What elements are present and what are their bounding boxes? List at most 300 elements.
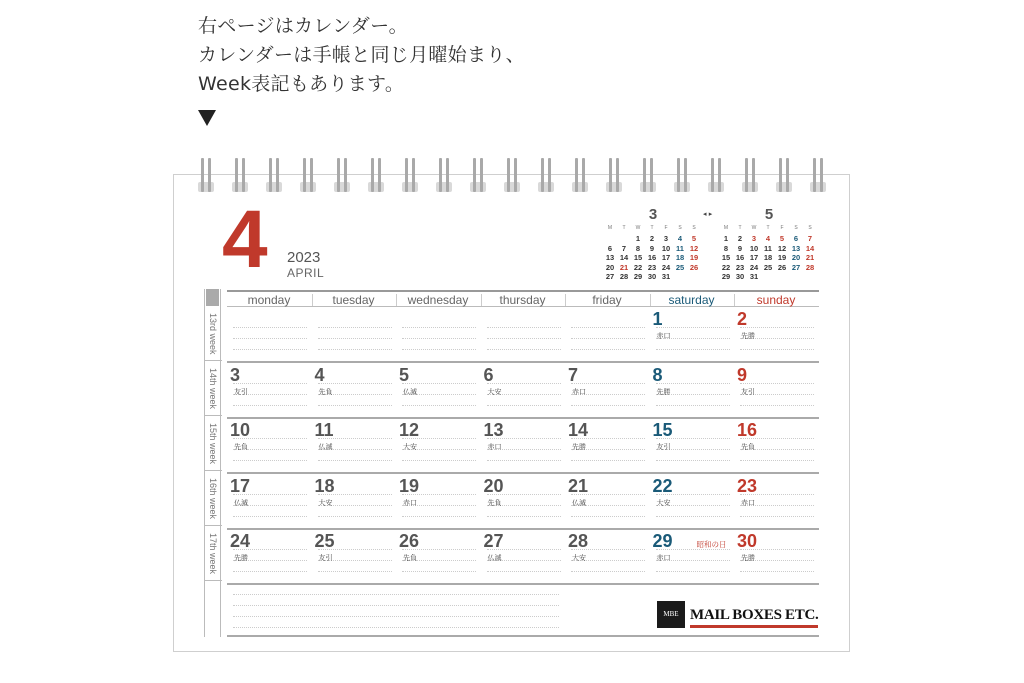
mini-day: 30 — [735, 272, 745, 281]
rokuyo-label: 先負 — [403, 554, 417, 562]
mini-day: 24 — [661, 262, 671, 272]
writing-line — [318, 383, 392, 384]
writing-line — [233, 327, 307, 328]
week-row — [227, 474, 819, 530]
day-cell[interactable] — [650, 363, 734, 417]
day-number: 14 — [568, 420, 589, 440]
mini-day: 21 — [805, 253, 815, 262]
day-cell[interactable] — [227, 418, 311, 472]
rokuyo-label: 仏滅 — [487, 554, 502, 562]
day-number: 12 — [399, 420, 420, 440]
day-cell[interactable] — [734, 529, 818, 583]
mini-day: 15 — [721, 253, 731, 262]
mini-day: 19 — [777, 253, 787, 262]
day-cell[interactable] — [734, 418, 818, 472]
rokuyo-label: 赤口 — [487, 443, 502, 451]
day-number: 21 — [568, 475, 589, 496]
week-label-text: 13rd week — [208, 313, 218, 355]
day-cell[interactable] — [734, 307, 818, 361]
mini-day: 16 — [647, 253, 657, 262]
spiral-ring — [675, 158, 689, 198]
mini-day: 14 — [619, 253, 629, 262]
writing-line — [487, 383, 561, 384]
day-cell[interactable] — [396, 307, 480, 361]
mini-day: 31 — [661, 272, 671, 281]
mini-weekday-label: W — [751, 225, 757, 231]
mini-day: 6 — [607, 243, 613, 253]
day-cell[interactable] — [650, 529, 734, 583]
rokuyo-label: 赤口 — [572, 387, 586, 396]
mini-day: 8 — [723, 243, 729, 253]
rokuyo-label: 仏滅 — [403, 387, 417, 396]
week-label-text: 15th week — [208, 423, 218, 465]
day-cell[interactable] — [734, 363, 818, 417]
ring-wire — [643, 158, 646, 192]
writing-line — [233, 571, 307, 572]
rokuyo-label: 赤口 — [656, 332, 671, 340]
writing-line — [740, 405, 814, 406]
mini-day: 1 — [635, 234, 641, 243]
mini-nav-arrows: ◂ ▸ — [703, 210, 713, 218]
day-number: 11 — [314, 420, 334, 440]
mini-month-number: 5 — [764, 206, 774, 223]
writing-line — [740, 571, 814, 572]
rokuyo-label: 先負 — [487, 498, 502, 507]
mini-day: 11 — [764, 243, 772, 253]
day-cell[interactable] — [227, 363, 311, 417]
writing-line — [571, 460, 645, 461]
day-cell[interactable] — [565, 307, 649, 361]
mini-day: 2 — [737, 234, 743, 243]
spiral-ring — [607, 158, 621, 198]
writing-line — [487, 338, 561, 339]
spiral-ring — [335, 158, 349, 198]
mini-weekday-label: T — [738, 225, 742, 231]
day-cell[interactable] — [312, 418, 396, 472]
ring-wire — [514, 158, 517, 192]
mini-day: 9 — [649, 243, 655, 253]
ring-wire — [711, 158, 714, 192]
spiral-ring — [199, 158, 213, 198]
rokuyo-label: 先勝 — [656, 387, 671, 396]
mini-week-row — [603, 272, 703, 282]
day-cell[interactable] — [481, 529, 565, 583]
mini-day: 4 — [765, 234, 771, 243]
ring-wire — [242, 158, 245, 192]
day-cell[interactable] — [481, 363, 565, 417]
mini-day: 5 — [691, 234, 697, 243]
day-cell[interactable] — [312, 363, 396, 417]
ring-wire — [820, 158, 823, 192]
writing-line — [656, 327, 730, 328]
mini-day: 29 — [633, 272, 643, 281]
day-cell[interactable] — [227, 529, 311, 583]
writing-line — [487, 327, 561, 328]
caption-line-3: Week表記もあります。 — [198, 73, 405, 95]
ring-wire — [813, 158, 816, 192]
rokuyo-label: 仏滅 — [318, 443, 333, 451]
ring-wire — [548, 158, 551, 192]
mini-day: 14 — [805, 243, 815, 253]
mini-weekday-label: W — [635, 225, 641, 231]
rokuyo-label: 大安 — [656, 498, 671, 507]
mini-day: 27 — [791, 262, 801, 272]
writing-line — [487, 571, 561, 572]
day-number: 16 — [737, 420, 758, 440]
day-number: 25 — [314, 531, 335, 551]
writing-line — [740, 349, 814, 350]
day-cell[interactable] — [312, 307, 396, 361]
week-row — [227, 363, 819, 419]
notes-line — [233, 627, 559, 628]
spiral-ring — [743, 158, 757, 198]
mini-day: 30 — [647, 272, 657, 281]
day-cell[interactable] — [312, 474, 396, 528]
day-number: 15 — [652, 420, 673, 440]
rokuyo-label: 大安 — [403, 443, 417, 451]
mini-day: 10 — [749, 243, 759, 253]
notes-line — [233, 594, 559, 595]
day-cell[interactable] — [312, 529, 396, 583]
writing-line — [233, 460, 307, 461]
writing-line — [233, 349, 307, 350]
rokuyo-label: 大安 — [487, 387, 502, 396]
day-number: 18 — [314, 475, 335, 496]
rokuyo-label: 仏滅 — [234, 498, 248, 507]
writing-line — [402, 405, 476, 406]
writing-line — [487, 405, 561, 406]
mini-day: 26 — [689, 262, 699, 272]
mini-month-number: 3 — [648, 206, 658, 223]
mini-day: 12 — [689, 243, 699, 253]
ring-wire — [405, 158, 408, 192]
mini-day: 7 — [807, 234, 813, 243]
writing-line — [318, 349, 392, 350]
spiral-ring — [301, 158, 315, 198]
day-number: 26 — [399, 531, 420, 551]
day-cell[interactable] — [650, 474, 734, 528]
writing-line — [402, 327, 476, 328]
ring-wire — [310, 158, 313, 192]
mini-weekday-label: M — [723, 225, 729, 231]
mini-weekday-label: S — [678, 225, 682, 231]
year-label: 2023 — [287, 249, 321, 266]
ring-wire — [303, 158, 306, 192]
spiral-ring — [369, 158, 383, 198]
day-cell[interactable] — [565, 418, 649, 472]
ring-wire — [582, 158, 585, 192]
week-row — [227, 307, 819, 363]
mini-day: 11 — [676, 243, 684, 253]
ring-wire — [718, 158, 721, 192]
spiral-ring — [709, 158, 723, 198]
mini-day: 27 — [605, 272, 615, 281]
writing-line — [402, 460, 476, 461]
week-label — [205, 472, 222, 526]
notes-line — [233, 616, 559, 617]
day-name-separator — [565, 294, 566, 306]
day-number: 6 — [483, 364, 494, 385]
ring-wire — [337, 158, 340, 192]
spiral-ring — [403, 158, 417, 198]
writing-line — [740, 327, 814, 328]
week-label — [205, 362, 222, 416]
day-number: 29 — [652, 531, 673, 551]
ring-wire — [616, 158, 619, 192]
day-name-separator — [650, 294, 651, 306]
ring-wire — [786, 158, 789, 192]
writing-line — [233, 338, 307, 339]
day-cell[interactable] — [650, 307, 734, 361]
day-number: 7 — [568, 364, 579, 385]
mini-day: 20 — [605, 262, 615, 272]
month-number: 4 — [222, 194, 268, 285]
writing-line — [318, 571, 392, 572]
day-cell[interactable] — [227, 307, 311, 361]
mini-day: 26 — [777, 262, 787, 272]
mini-day: 18 — [675, 253, 685, 262]
writing-line — [318, 338, 392, 339]
mini-day: 17 — [661, 253, 671, 262]
day-cell[interactable] — [565, 529, 649, 583]
notes-line — [233, 605, 559, 606]
ring-wire — [201, 158, 204, 192]
day-name-sunday: sunday — [756, 293, 796, 307]
writing-line — [656, 383, 730, 384]
holiday-name: 昭和の日 — [696, 540, 727, 549]
mini-day: 5 — [779, 234, 785, 243]
day-cell[interactable] — [396, 529, 480, 583]
week-label-text: 16th week — [208, 478, 218, 520]
ring-wire — [752, 158, 755, 192]
writing-line — [487, 516, 561, 517]
week-label — [205, 307, 222, 361]
mini-week-row — [603, 263, 703, 273]
rokuyo-label: 先勝 — [741, 332, 755, 340]
weekday-header — [227, 290, 819, 307]
week-row — [227, 529, 819, 585]
day-number: 28 — [568, 531, 589, 551]
rokuyo-label: 赤口 — [741, 498, 755, 507]
mini-day: 28 — [619, 272, 629, 281]
day-name-separator — [396, 294, 397, 306]
day-cell[interactable] — [227, 474, 311, 528]
day-cell[interactable] — [565, 474, 649, 528]
mini-day: 16 — [735, 253, 745, 262]
mini-weekday-label: T — [622, 225, 626, 231]
mini-day: 4 — [677, 234, 683, 243]
spiral-ring — [233, 158, 247, 198]
logo-text: MAIL BOXES ETC. — [690, 607, 819, 623]
writing-line — [233, 405, 307, 406]
ring-wire — [371, 158, 374, 192]
day-cell[interactable] — [650, 418, 734, 472]
mini-day: 7 — [621, 243, 627, 253]
rokuyo-label: 先負 — [741, 443, 755, 451]
mini-week-row — [719, 272, 819, 282]
day-number: 13 — [483, 420, 504, 440]
week-sidebar — [204, 289, 221, 637]
mini-week-row — [719, 253, 819, 263]
mini-day: 25 — [675, 262, 685, 272]
day-name-tuesday: tuesday — [332, 293, 375, 307]
spiral-ring — [471, 158, 485, 198]
mini-day: 3 — [751, 234, 757, 243]
mini-weekday-label: F — [664, 225, 668, 231]
mini-weekday-label: T — [766, 225, 770, 231]
caption-line-1: 右ページはカレンダー。 — [198, 15, 408, 37]
mini-day: 15 — [633, 253, 643, 262]
spiral-ring — [641, 158, 655, 198]
mini-day: 8 — [635, 243, 641, 253]
week-label — [205, 527, 222, 581]
mini-day: 13 — [605, 253, 615, 262]
day-name-thursday: thursday — [499, 293, 546, 307]
rokuyo-label: 大安 — [572, 554, 586, 562]
ring-wire — [446, 158, 449, 192]
day-cell[interactable] — [734, 474, 818, 528]
day-cell[interactable] — [481, 474, 565, 528]
ring-wire — [473, 158, 476, 192]
day-number: 1 — [652, 309, 663, 329]
day-name-wednesday: wednesday — [407, 293, 469, 307]
writing-line — [233, 383, 307, 384]
mini-day: 23 — [647, 262, 657, 272]
day-number: 5 — [399, 364, 410, 385]
rokuyo-label: 赤口 — [656, 554, 671, 562]
rokuyo-label: 先負 — [234, 443, 248, 451]
writing-line — [740, 383, 814, 384]
writing-line — [571, 405, 645, 406]
day-name-separator — [312, 294, 313, 306]
mini-week-row — [719, 234, 819, 244]
spiral-ring — [267, 158, 281, 198]
rokuyo-label: 友引 — [318, 554, 333, 562]
mini-day: 19 — [689, 253, 699, 262]
caption — [198, 12, 525, 99]
mini-weekday-label: S — [808, 225, 812, 231]
mini-day: 25 — [763, 262, 773, 272]
mini-week-row — [719, 263, 819, 273]
writing-line — [740, 460, 814, 461]
writing-line — [487, 460, 561, 461]
writing-line — [656, 516, 730, 517]
mini-day: 10 — [661, 243, 671, 253]
writing-line — [571, 338, 645, 339]
day-number: 2 — [737, 309, 748, 329]
mini-weekday-label: M — [607, 225, 613, 231]
day-name-friday: friday — [592, 293, 622, 307]
week-label-text: 17th week — [208, 533, 218, 575]
ring-wire — [650, 158, 653, 192]
day-name-separator — [481, 294, 482, 306]
mini-day: 12 — [777, 243, 787, 253]
day-cell[interactable] — [396, 363, 480, 417]
writing-line — [740, 516, 814, 517]
mini-day: 22 — [633, 262, 643, 272]
ring-wire — [684, 158, 687, 192]
ring-wire — [507, 158, 510, 192]
writing-line — [656, 405, 730, 406]
mini-week-row — [719, 244, 819, 254]
mini-day: 29 — [721, 272, 731, 281]
mini-day: 6 — [793, 234, 799, 243]
ring-wire — [480, 158, 483, 192]
writing-line — [402, 383, 476, 384]
rokuyo-label: 仏滅 — [572, 498, 586, 507]
spiral-ring — [539, 158, 553, 198]
day-cell[interactable] — [481, 307, 565, 361]
ring-wire — [378, 158, 381, 192]
mini-weekday-label: F — [780, 225, 784, 231]
mini-day: 21 — [619, 262, 629, 272]
ring-wire — [235, 158, 238, 192]
mini-day: 20 — [791, 253, 801, 262]
mini-week-row — [603, 234, 703, 244]
writing-line — [318, 516, 392, 517]
rokuyo-label: 友引 — [741, 387, 755, 396]
ring-wire — [269, 158, 272, 192]
rokuyo-label: 友引 — [656, 443, 671, 451]
writing-line — [233, 516, 307, 517]
day-number: 19 — [399, 475, 420, 496]
rokuyo-label: 先勝 — [741, 554, 755, 562]
week-row — [227, 418, 819, 474]
day-cell[interactable] — [396, 474, 480, 528]
writing-line — [571, 571, 645, 572]
day-cell[interactable] — [481, 418, 565, 472]
rokuyo-label: 先勝 — [234, 554, 248, 562]
day-cell[interactable] — [396, 418, 480, 472]
writing-line — [571, 349, 645, 350]
ring-wire — [745, 158, 748, 192]
mini-day: 9 — [737, 243, 743, 253]
mini-day: 3 — [663, 234, 669, 243]
spiral-ring — [811, 158, 825, 198]
caption-line-2: カレンダーは手帳と同じ月曜始まり、 — [198, 44, 525, 66]
writing-line — [402, 516, 476, 517]
day-name-saturday: saturday — [668, 293, 715, 307]
spiral-ring — [505, 158, 519, 198]
day-number: 8 — [652, 364, 663, 385]
spiral-ring — [777, 158, 791, 198]
down-arrow-icon — [198, 110, 216, 126]
day-number: 20 — [483, 475, 504, 496]
day-name-separator — [734, 294, 735, 306]
ring-wire — [541, 158, 544, 192]
day-cell[interactable] — [565, 363, 649, 417]
writing-line — [656, 571, 730, 572]
ring-wire — [677, 158, 680, 192]
day-number: 9 — [737, 364, 748, 385]
mini-day: 31 — [749, 272, 759, 281]
writing-line — [402, 349, 476, 350]
day-number: 4 — [314, 364, 325, 385]
day-number: 30 — [737, 531, 758, 551]
mini-day: 1 — [723, 234, 729, 243]
ring-wire — [439, 158, 442, 192]
mini-day: 22 — [721, 262, 731, 272]
day-number: 23 — [737, 475, 758, 496]
writing-line — [318, 327, 392, 328]
day-number: 17 — [230, 475, 251, 496]
day-number: 3 — [230, 364, 241, 385]
ring-wire — [276, 158, 279, 192]
week-label-text: 14th week — [208, 368, 218, 410]
mini-weekday-label: S — [794, 225, 798, 231]
ring-wire — [208, 158, 211, 192]
writing-line — [656, 460, 730, 461]
